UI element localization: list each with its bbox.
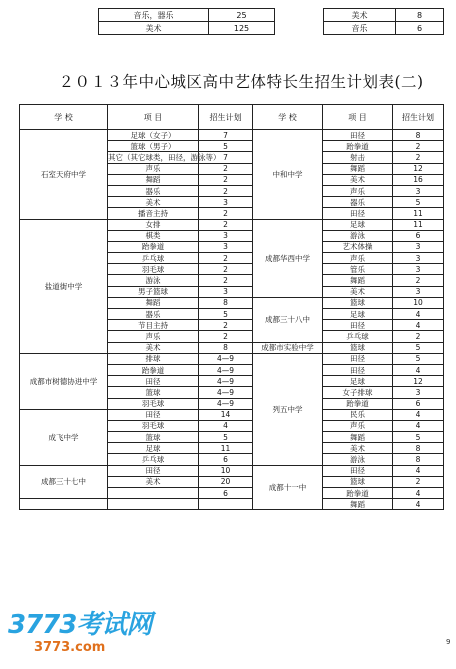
- enrollment-plan-table: [19, 104, 444, 510]
- school-cell: 成都三十七中: [20, 465, 108, 499]
- item-cell: 田径: [108, 465, 199, 476]
- plan-cell: 3: [199, 197, 253, 208]
- plan-cell: 3: [393, 253, 444, 264]
- plan-cell: 5: [199, 432, 253, 443]
- school-cell: 石室天府中学: [20, 130, 108, 220]
- item-cell: 美术: [323, 286, 393, 297]
- table-row: [324, 22, 444, 35]
- item-cell: 游泳: [323, 454, 393, 465]
- plan-cell: 2: [199, 331, 253, 342]
- item-cell: 篮球: [108, 387, 199, 398]
- item-cell: 音乐，器乐: [99, 9, 209, 22]
- plan-cell: 10: [199, 465, 253, 476]
- plan-cell: 3: [393, 286, 444, 297]
- page-title: ２０１３年中心城区高中艺体特长生招生计划表(二): [58, 73, 424, 91]
- item-cell: 舞蹈: [108, 297, 199, 308]
- item-cell: 声乐: [323, 420, 393, 431]
- plan-cell: 8: [199, 342, 253, 353]
- plan-cell: 12: [393, 163, 444, 174]
- plan-cell: 5: [393, 342, 444, 353]
- item-cell: 其它（其它球类，田径，游泳等）: [108, 152, 221, 162]
- plan-cell: 4—9: [199, 364, 253, 375]
- plan-cell: 4: [393, 364, 444, 375]
- plan-cell: 4—9: [199, 387, 253, 398]
- plan-cell: 11: [199, 443, 253, 454]
- item-cell: 足球: [323, 376, 393, 387]
- plan-cell: 8: [393, 130, 444, 141]
- table-row: [20, 219, 444, 230]
- plan-cell: 4—9: [199, 398, 253, 409]
- plan-cell: 8: [199, 297, 253, 308]
- item-cell: 女子排球: [323, 387, 393, 398]
- plan-cell: 11: [393, 208, 444, 219]
- table-row: [99, 9, 275, 22]
- watermark-url: 3773.com: [34, 640, 106, 655]
- table-row: [20, 499, 444, 510]
- school-cell: 成飞中学: [20, 409, 108, 465]
- plan-cell: 2: [199, 163, 253, 174]
- item-cell: 声乐: [108, 163, 199, 174]
- header-item: 项 目: [108, 105, 199, 130]
- item-cell: 跆拳道: [323, 488, 393, 499]
- plan-cell: 11: [393, 219, 444, 230]
- item-cell: 美术: [324, 9, 396, 22]
- item-cell: 排球: [108, 353, 199, 364]
- plan-cell: 7: [199, 152, 253, 163]
- table-body: [20, 105, 444, 510]
- plan-cell: 2: [199, 320, 253, 331]
- item-cell: 篮球: [323, 297, 393, 308]
- item-cell: 民乐: [323, 409, 393, 420]
- item-cell: 声乐: [108, 331, 199, 342]
- plan-cell: 2: [199, 208, 253, 219]
- plan-cell: 2: [199, 185, 253, 196]
- plan-cell: 3: [199, 286, 253, 297]
- table-row: [99, 22, 275, 35]
- item-cell: 声乐: [323, 253, 393, 264]
- item-cell: 篮球: [108, 432, 199, 443]
- plan-cell: 3: [393, 241, 444, 252]
- plan-cell: 16: [393, 174, 444, 185]
- plan-cell: 3: [393, 387, 444, 398]
- item-cell: 田径: [108, 409, 199, 420]
- item-cell: 足球: [323, 219, 393, 230]
- school-cell: 盐道街中学: [20, 219, 108, 353]
- item-cell: 跆拳道: [108, 241, 199, 252]
- item-cell: 田径: [323, 320, 393, 331]
- item-cell: 男子篮球: [108, 286, 199, 297]
- plan-cell: 2: [393, 275, 444, 286]
- table-row: [20, 465, 444, 476]
- item-cell: 游泳: [323, 230, 393, 241]
- plan-cell: 4: [199, 420, 253, 431]
- item-cell: 音乐: [324, 22, 396, 35]
- item-cell: 播音主持: [108, 208, 199, 219]
- plan-cell: 6: [393, 398, 444, 409]
- item-cell: 节目主持: [108, 320, 199, 331]
- plan-cell: 3: [199, 241, 253, 252]
- item-cell: 舞蹈: [323, 499, 393, 510]
- school-cell: 中和中学: [253, 130, 323, 220]
- page-number: 9: [446, 638, 451, 646]
- plan-cell: 2: [199, 275, 253, 286]
- prev-table-left: [98, 8, 275, 35]
- item-cell: 跆拳道: [323, 398, 393, 409]
- plan-cell: 4—9: [199, 353, 253, 364]
- plan-cell: 2: [199, 264, 253, 275]
- item-cell: 羽毛球: [108, 264, 199, 275]
- header-item: 项 目: [323, 105, 393, 130]
- table-row: [324, 9, 444, 22]
- item-cell: 舞蹈: [323, 275, 393, 286]
- item-cell: 美术: [323, 174, 393, 185]
- item-cell: 器乐: [108, 185, 199, 196]
- plan-cell: 6: [396, 22, 444, 35]
- item-cell: 美术: [108, 342, 199, 353]
- plan-cell: 4—9: [199, 376, 253, 387]
- table-row: [20, 130, 444, 141]
- plan-cell: 3: [393, 185, 444, 196]
- plan-cell: 2: [199, 174, 253, 185]
- school-cell: 列五中学: [253, 353, 323, 465]
- plan-cell: 3: [393, 264, 444, 275]
- item-cell: 篮球（男子）: [108, 141, 199, 152]
- watermark-logo: [8, 610, 168, 665]
- plan-cell: 2: [393, 476, 444, 487]
- plan-cell: 8: [393, 454, 444, 465]
- plan-cell: 8: [393, 443, 444, 454]
- school-cell: 成都华西中学: [253, 219, 323, 297]
- item-cell: 美术: [108, 476, 199, 487]
- table-row: [20, 409, 444, 420]
- header-school: 学 校: [253, 105, 323, 130]
- plan-cell: 5: [393, 197, 444, 208]
- item-cell: 跆拳道: [108, 364, 199, 375]
- empty-cell: [20, 499, 108, 510]
- plan-cell: 4: [393, 409, 444, 420]
- plan-cell: 12: [393, 376, 444, 387]
- item-cell: 舞蹈: [323, 432, 393, 443]
- plan-cell: 5: [393, 353, 444, 364]
- plan-cell: 4: [393, 309, 444, 320]
- plan-cell: 4: [393, 420, 444, 431]
- item-cell: 艺术体操: [323, 241, 393, 252]
- item-cell: 舞蹈: [108, 174, 199, 185]
- school-cell: 成都三十八中: [253, 297, 323, 342]
- item-cell: 田径: [323, 465, 393, 476]
- header-row: [20, 105, 444, 130]
- header-plan: 招生计划: [393, 105, 444, 130]
- plan-cell: 14: [199, 409, 253, 420]
- prev-table-right: [323, 8, 444, 35]
- plan-cell: 5: [393, 432, 444, 443]
- item-cell: 篮球: [323, 476, 393, 487]
- item-cell: 田径: [323, 364, 393, 375]
- plan-cell: 5: [199, 141, 253, 152]
- item-cell: 足球: [108, 443, 199, 454]
- item-cell: 篮球: [323, 342, 393, 353]
- item-cell: 棋类: [108, 230, 199, 241]
- plan-cell: 125: [209, 22, 275, 35]
- plan-cell: 2: [199, 253, 253, 264]
- item-cell: 射击: [323, 152, 393, 163]
- item-cell: 器乐: [323, 197, 393, 208]
- item-cell: 乒乓球: [108, 253, 199, 264]
- item-cell: 田径: [323, 353, 393, 364]
- plan-cell: 4: [393, 488, 444, 499]
- item-cell: [108, 488, 199, 499]
- plan-cell: 4: [393, 499, 444, 510]
- item-cell: 管乐: [323, 264, 393, 275]
- plan-cell: 2: [393, 141, 444, 152]
- empty-cell: [199, 499, 253, 510]
- item-cell: 足球: [323, 309, 393, 320]
- school-cell: 成都市实验中学: [253, 342, 323, 353]
- watermark-logo-text: 3773考试网: [8, 610, 152, 640]
- item-cell: 美术: [99, 22, 209, 35]
- item-cell: 乒乓球: [323, 331, 393, 342]
- plan-cell: 6: [199, 454, 253, 465]
- plan-cell: 8: [396, 9, 444, 22]
- item-cell: 田径: [108, 376, 199, 387]
- item-cell: 女排: [108, 219, 199, 230]
- item-cell: 足球（女子）: [108, 130, 199, 141]
- item-cell: 田径: [323, 208, 393, 219]
- plan-cell: 2: [199, 219, 253, 230]
- header-school: 学 校: [20, 105, 108, 130]
- school-cell: 成都十一中: [253, 465, 323, 510]
- school-cell: 成都市树德协进中学: [20, 353, 108, 409]
- item-cell: 器乐: [108, 309, 199, 320]
- plan-cell: 6: [393, 230, 444, 241]
- empty-cell: [108, 499, 199, 510]
- plan-cell: 4: [393, 465, 444, 476]
- item-cell: 跆拳道: [323, 141, 393, 152]
- plan-cell: 4: [393, 320, 444, 331]
- plan-cell: 2: [393, 331, 444, 342]
- table-row: [20, 353, 444, 364]
- item-cell: 舞蹈: [323, 163, 393, 174]
- plan-cell: 2: [393, 152, 444, 163]
- item-cell: 游泳: [108, 275, 199, 286]
- item-cell: 羽毛球: [108, 420, 199, 431]
- item-cell: 声乐: [323, 185, 393, 196]
- plan-cell: 25: [209, 9, 275, 22]
- item-cell: 美术: [323, 443, 393, 454]
- plan-cell: 20: [199, 476, 253, 487]
- plan-cell: 7: [199, 130, 253, 141]
- item-cell: 羽毛球: [108, 398, 199, 409]
- item-cell: 田径: [323, 130, 393, 141]
- item-cell: 美术: [108, 197, 199, 208]
- header-plan: 招生计划: [199, 105, 253, 130]
- plan-cell: 6: [199, 488, 253, 499]
- plan-cell: 3: [199, 230, 253, 241]
- plan-cell: 10: [393, 297, 444, 308]
- plan-cell: 5: [199, 309, 253, 320]
- item-cell: 乒乓球: [108, 454, 199, 465]
